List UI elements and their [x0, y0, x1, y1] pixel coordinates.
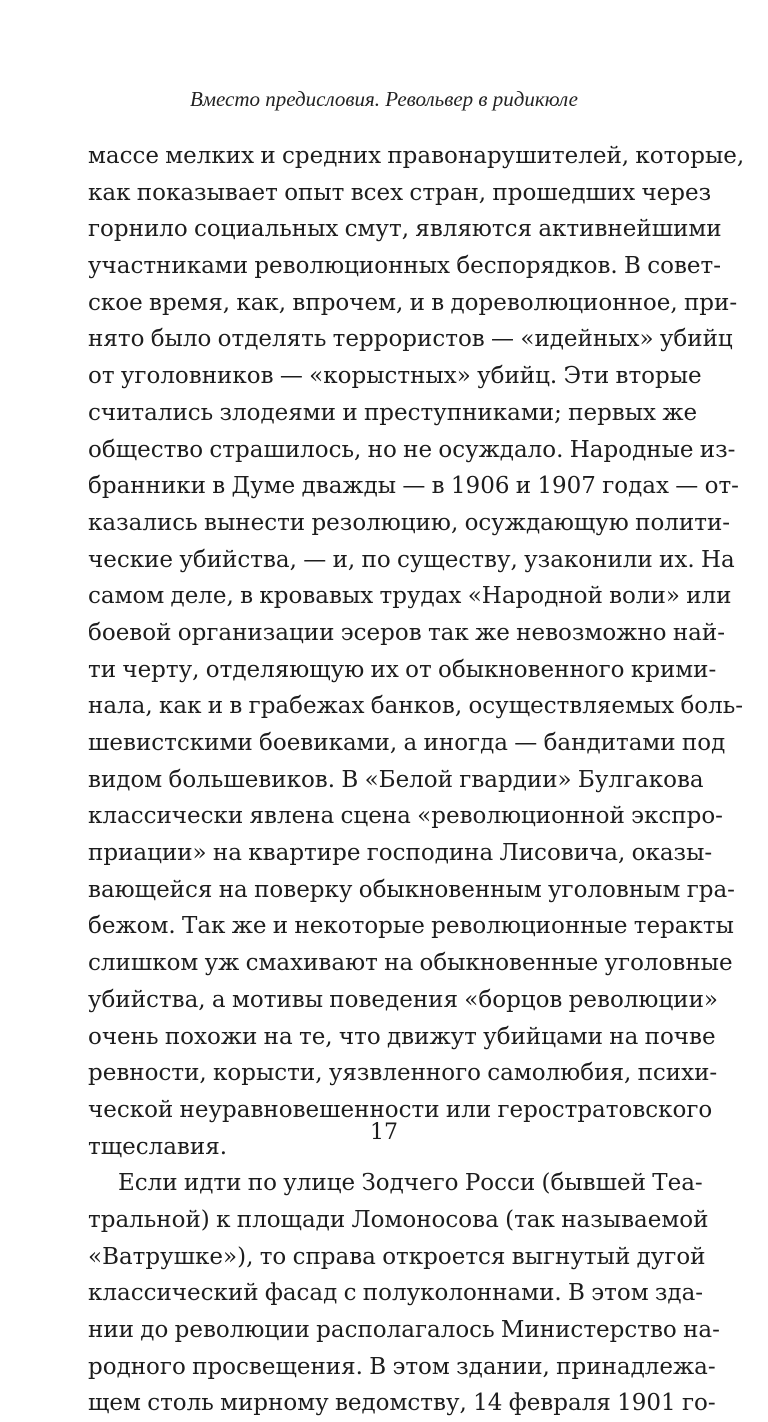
text-line: нято было отделять террористов — «идейных» убийц — [88, 326, 733, 353]
text-line: как показывает опыт всех стран, прошедших через — [88, 179, 712, 206]
text-line: считались злодеями и преступниками; первых же — [88, 399, 698, 426]
text-line: тральной) к площади Ломоносова (так называемой — [88, 1206, 709, 1233]
text-line: нии до революции располагалось Министерство на- — [88, 1317, 720, 1343]
text-line: щем столь мирному ведомству, 14 февраля 1901 го- — [88, 1390, 716, 1417]
text-line: родного просвещения. В этом здании, принадлежа- — [88, 1353, 716, 1380]
text-line: нала, как и в грабежах банков, осуществляемых боль- — [88, 693, 744, 720]
text-line: массе мелких и средних правонарушителей, которые, — [88, 143, 745, 169]
text-line: приации» на квартире господина Лисовича, оказы- — [88, 840, 713, 867]
text-line: ческие убийства, — и, по существу, узаконили их. На — [88, 546, 735, 573]
text-line: классический фасад с полуколоннами. В этом зда- — [88, 1280, 704, 1307]
text-line: ти черту, отделяющую их от обыкновенного крими- — [88, 656, 717, 683]
text-line: тщеславия. — [88, 1133, 228, 1160]
text-line: бежом. Так же и некоторые революционные теракты — [88, 913, 734, 940]
text-line: боевой организации эсеров так же невозможно най- — [88, 619, 725, 646]
text-line: участниками революционных беспорядков. В совет- — [88, 253, 722, 280]
body-text — [88, 138, 745, 1422]
text-line: видом большевиков. В «Белой гвардии» Булгакова — [88, 766, 704, 793]
text-line: ческой неуравновешенности или геростратовского — [88, 1096, 713, 1123]
text-line: вающейся на поверку обыкновенным уголовным гра- — [88, 876, 735, 903]
running-head: Вместо предисловия. Револьвер в ридикюле — [190, 87, 578, 111]
page-number: 17 — [370, 1120, 398, 1145]
text-line: слишком уж смахивают на обыкновенные уголовные — [88, 950, 733, 977]
text-line: классически явлена сцена «революционной экспро- — [88, 803, 723, 830]
text-line: шевистскими боевиками, а иногда — бандитами под — [88, 730, 726, 756]
text-line: самом деле, в кровавых трудах «Народной воли» или — [88, 583, 732, 610]
text-line: ское время, как, впрочем, и в дореволюционное, при- — [88, 289, 738, 316]
text-line: от уголовников — «корыстных» убийц. Эти вторые — [88, 363, 702, 390]
text-line: общество страшилось, но не осуждало. Народные из- — [88, 436, 736, 463]
paragraph — [88, 138, 745, 1165]
text-line: Если идти по улице Зодчего Росси (бывшей Теа- — [118, 1170, 703, 1197]
text-line: ревности, корысти, уязвленного самолюбия, психи- — [88, 1060, 718, 1087]
text-line: казались вынести резолюцию, осуждающую полити- — [88, 509, 731, 536]
text-line: бранники в Думе дважды — в 1906 и 1907 годах — от- — [88, 473, 739, 500]
text-line: очень похожи на те, что движут убийцами на почве — [88, 1023, 716, 1050]
text-line: горнило социальных смут, являются активнейшими — [88, 216, 722, 243]
text-line: убийства, а мотивы поведения «борцов революции» — [88, 986, 718, 1013]
text-line: «Ватрушке»), то справа откроется выгнутый дугой — [88, 1243, 706, 1270]
paragraph — [88, 1165, 720, 1422]
